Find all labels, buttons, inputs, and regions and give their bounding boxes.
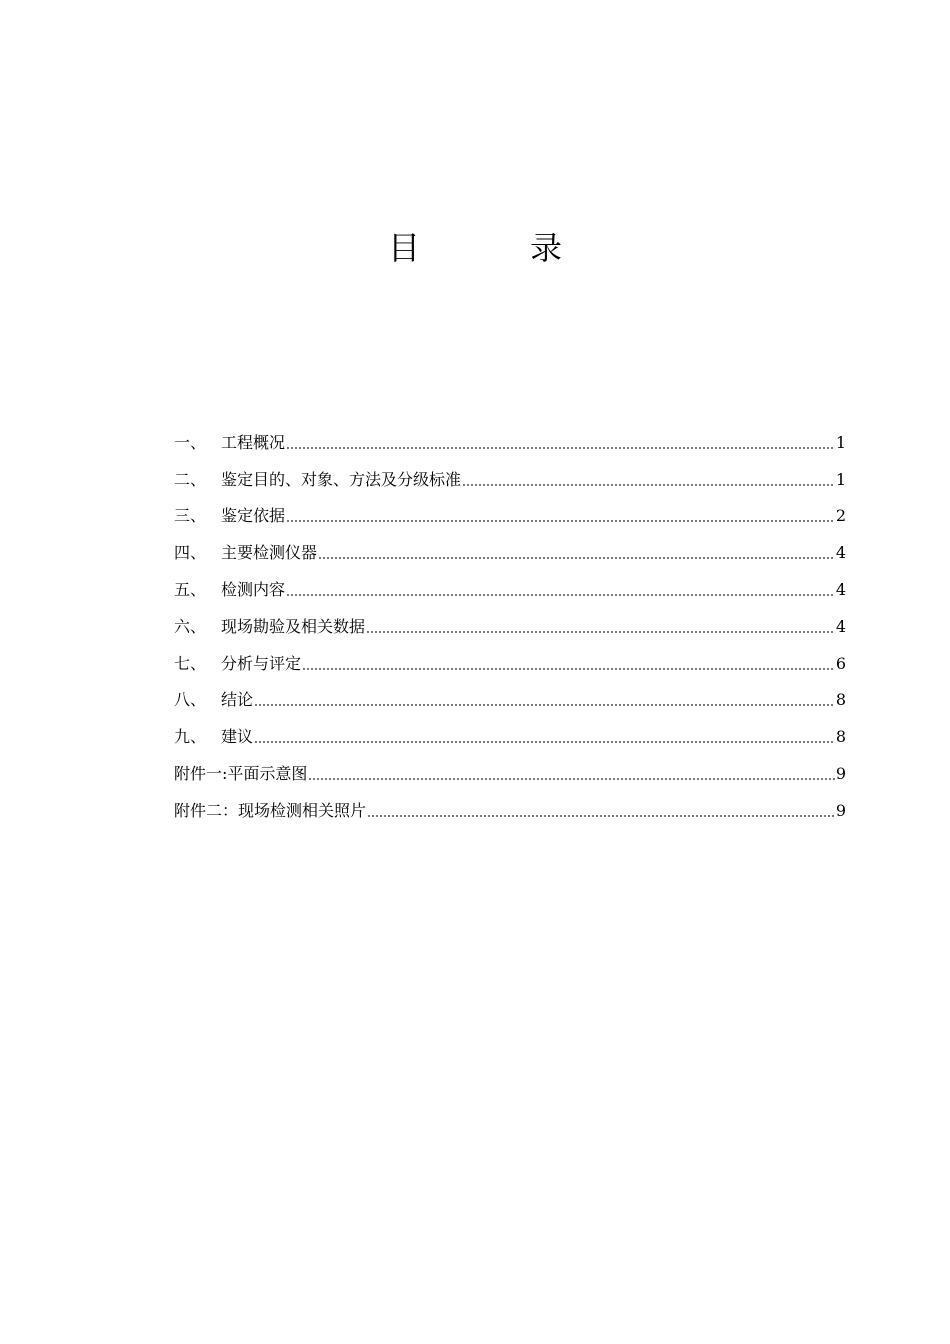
toc-leader-dots <box>366 631 835 633</box>
toc-entry-label: 附件一:平面示意图 <box>174 763 308 783</box>
toc-leader-dots <box>286 520 835 522</box>
toc-entry[interactable] <box>174 526 846 563</box>
toc-entry[interactable] <box>174 563 846 600</box>
toc-leader-dots <box>286 447 835 449</box>
toc-entry-label: 附件二：现场检测相关照片 <box>174 800 367 820</box>
toc-entry-number: 一、 <box>174 432 207 452</box>
toc-entry-number: 八、 <box>174 690 207 710</box>
toc-entry[interactable] <box>174 600 846 637</box>
toc-entry-number: 五、 <box>174 579 207 599</box>
toc-entry-label: 主要检测仪器 <box>221 543 318 563</box>
toc-entry[interactable] <box>174 490 846 527</box>
toc-entry-page: 4 <box>835 543 846 563</box>
toc-entry-page: 4 <box>835 616 846 636</box>
toc-entry[interactable] <box>174 453 846 490</box>
toc-entry-label: 建议 <box>221 727 254 747</box>
toc-entry-number: 七、 <box>174 653 207 673</box>
toc-leader-dots <box>302 668 835 670</box>
toc-entry-appendix[interactable] <box>174 784 846 821</box>
title-char-2: 录 <box>530 229 563 267</box>
toc-entry-label: 结论 <box>221 690 254 710</box>
toc-entry[interactable] <box>174 674 846 711</box>
toc-entry-label: 鉴定依据 <box>221 506 286 526</box>
toc-entry-number: 九、 <box>174 727 207 747</box>
toc-entry-page: 1 <box>835 469 846 489</box>
toc-entry-number: 六、 <box>174 616 207 636</box>
toc-leader-dots <box>462 484 835 486</box>
toc-entry[interactable] <box>174 710 846 747</box>
toc-entry-page: 4 <box>835 579 846 599</box>
toc-entry-label: 分析与评定 <box>221 653 302 673</box>
toc-leader-dots <box>254 741 835 743</box>
toc-entry-page: 6 <box>835 653 846 673</box>
toc-entry-number: 三、 <box>174 506 207 526</box>
toc-leader-dots <box>254 704 835 706</box>
toc-entry-page: 8 <box>835 690 846 710</box>
toc-leader-dots <box>308 778 834 780</box>
page-title <box>0 226 950 270</box>
toc-entry[interactable] <box>174 416 846 453</box>
toc-entry-label: 工程概况 <box>221 432 286 452</box>
toc-leader-dots <box>318 557 835 559</box>
toc-entry-label: 现场勘验及相关数据 <box>221 616 366 636</box>
toc-leader-dots <box>286 594 835 596</box>
toc-entry-page: 9 <box>835 800 846 820</box>
toc-entry-page: 9 <box>835 763 846 783</box>
toc-entry-number: 二、 <box>174 469 207 489</box>
table-of-contents <box>174 416 846 821</box>
toc-entry-page: 8 <box>835 727 846 747</box>
toc-entry-appendix[interactable] <box>174 747 846 784</box>
toc-leader-dots <box>367 815 835 817</box>
toc-entry-label: 检测内容 <box>221 579 286 599</box>
toc-entry-label: 鉴定目的、对象、方法及分级标准 <box>221 469 462 489</box>
toc-entry-page: 1 <box>835 432 846 452</box>
toc-entry-page: 2 <box>835 506 846 526</box>
toc-entry-number: 四、 <box>174 543 207 563</box>
toc-entry[interactable] <box>174 637 846 674</box>
title-char-1: 目 <box>387 229 420 267</box>
